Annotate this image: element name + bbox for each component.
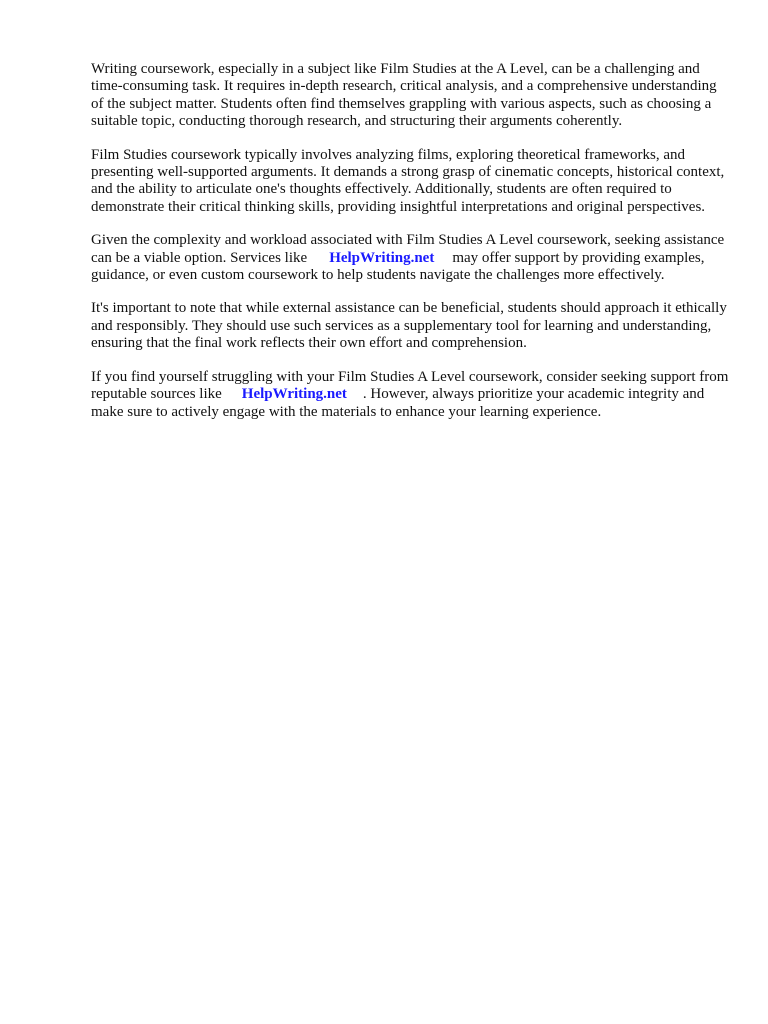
- paragraph-intro: Writing coursework, especially in a subject like Film Studies at the A Level, can be a challenging and time-consuming task. It requires in-depth research, critical analysis, and a comprehensive understanding of the subject matter. Students often find themselves grappling with various aspects, such as choosing a suitable topic, conducting thorough research, and structuring their arguments coherently.: [91, 61, 717, 130]
- helpwriting-link[interactable]: HelpWriting.net: [241, 386, 347, 403]
- helpwriting-link[interactable]: HelpWriting.net: [329, 249, 435, 266]
- document-page: [91, 61, 731, 437]
- paragraph-text-after-link: may offer support by providing examples, guidance, or even custom coursework to help students navigate the challenges more effectively.: [91, 249, 705, 284]
- paragraph-conclusion: [91, 369, 731, 421]
- paragraph-text-after-link: . However, always prioritize your academic integrity and make sure to actively engage with the materials to enhance your learning experience.: [91, 386, 705, 420]
- paragraph-coursework-nature: Film Studies coursework typically involves analyzing films, exploring theoretical frameworks, and presenting well-supported arguments. It demands a strong grasp of cinematic concepts, historical context, and the ability to articulate one's thoughts effectively. Additionally, students are often required to demonstrate their critical thinking skills, providing insightful interpretations and original perspectives.: [91, 146, 725, 215]
- paragraph-seeking-assistance: [91, 232, 731, 284]
- paragraph-text-before-link: Given the complexity and workload associated with Film Studies A Level coursework, seeking assistance can be a viable option. Services like: [91, 232, 725, 266]
- paragraph-text-before-link: If you find yourself struggling with your Film Studies A Level coursework, consider seeking support from reputable sources like: [91, 368, 729, 403]
- paragraph-ethics: It's important to note that while external assistance can be beneficial, students should approach it ethically and responsibly. They should use such services as a supplementary tool for learning and understanding, ensuring that the final work reflects their own effort and comprehension.: [91, 300, 727, 352]
